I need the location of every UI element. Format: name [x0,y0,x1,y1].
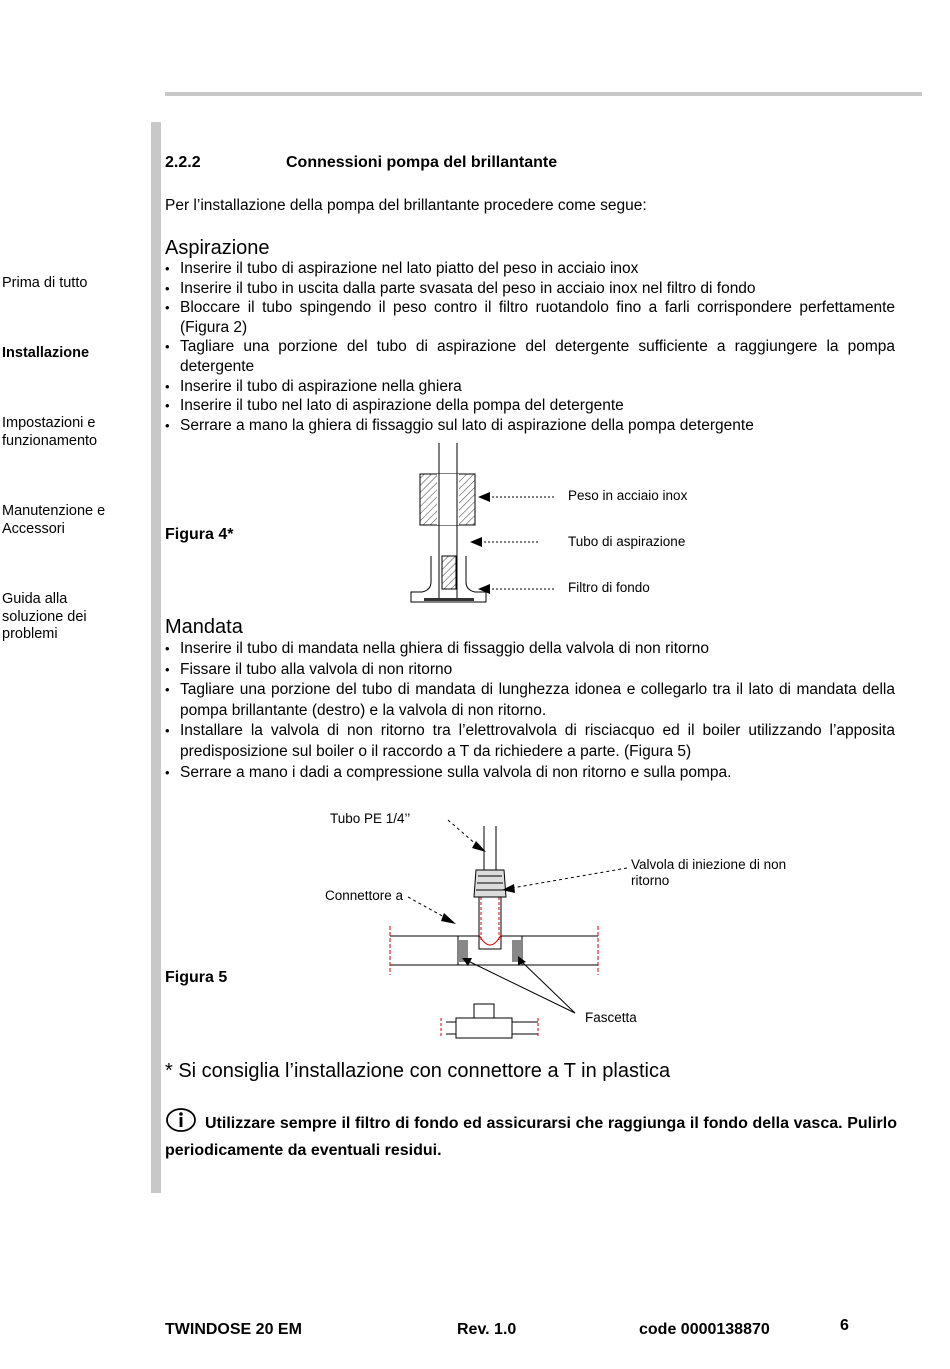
list-item: • Bloccare il tubo spingendo il peso contro il filtro ruotandolo fino a farli corrispondere perfettamente (Figura 2) [165,298,895,337]
list-item: • Serrare a mano i dadi a compressione sulla valvola di non ritorno e sulla pompa. [165,763,895,784]
callout-tubo: Tubo di aspirazione [568,534,686,549]
list-item: • Inserire il tubo di mandata nella ghiera di fissaggio della valvola di non ritorno [165,639,895,660]
warning-text: Utilizzare sempre il filtro di fondo ed assicurarsi che raggiunga il fondo della vasca. Pulirlo periodicamente da eventuali residui. [165,1115,897,1159]
info-icon [165,1108,197,1139]
section-title: Connessioni pompa del brillantante [286,154,558,171]
label-valvola-line: Valvola di iniezione di non [631,857,787,872]
list-item: • Inserire il tubo di aspirazione nella ghiera [165,377,895,397]
figure-4-label: Figura 4* [165,526,234,543]
label-valvola [631,857,786,889]
figure-5-label: Figura 5 [165,969,228,986]
list-item: • Inserire il tubo nel lato di aspirazione della pompa del detergente [165,396,895,416]
sidebar-item-label: Accessori [2,520,65,537]
page-number: 6 [840,1317,849,1334]
list-item: • Installare la valvola di non ritorno tra l’elettrovalvola di risciacquo ed il boiler utilizzando l’apposita predisposizione sul boiler o il raccordo a T da richiedere a parte. (Figura 5) [165,721,895,762]
list-item: • Serrare a mano la ghiera di fissaggio sul lato di aspirazione della pompa detergente [165,416,895,436]
installation-note: * Si consiglia l’installazione con connettore a T in plastica [165,1060,671,1082]
mandata-heading: Mandata [165,616,243,638]
list-item: • Tagliare una porzione del tubo di aspirazione del detergente sufficiente a raggiungere la pompa detergente [165,337,895,376]
footer-model: TWINDOSE 20 EM [165,1321,302,1338]
sidebar-item-label: Guida alla [2,591,68,607]
sidebar-item-label: funzionamento [2,432,98,449]
sidebar-item-label: Installazione [2,345,90,361]
label-tubo-pe: Tubo PE 1/4’’ [330,811,411,826]
callout-filtro: Filtro di fondo [568,580,650,595]
label-connettore: Connettore a [325,888,404,903]
label-valvola-line: ritorno [631,873,670,888]
list-item: • Inserire il tubo di aspirazione nel lato piatto del peso in acciaio inox [165,259,895,279]
list-item: • Inserire il tubo in uscita dalla parte svasata del peso in acciaio inox nel filtro di fondo [165,279,895,299]
aspirazione-heading: Aspirazione [165,237,270,259]
callout-peso: Peso in acciaio inox [568,488,688,503]
footer-code: code 0000138870 [639,1321,770,1338]
sidebar-item-label: problemi [2,626,58,642]
sidebar-item-label: soluzione dei [2,608,87,625]
list-item: • Tagliare una porzione del tubo di mandata di lunghezza idonea e collegarlo tra il lato di mandata della pompa brillantante (destro) e la valvola di non ritorno. [165,680,895,721]
section-number: 2.2.2 [165,154,201,171]
warning-box [165,1108,897,1162]
sidebar-item-label: Impostazioni e [2,415,96,431]
list-item: • Fissare il tubo alla valvola di non ritorno [165,660,895,681]
label-fascetta: Fascetta [585,1010,637,1025]
sidebar-item-label: Prima di tutto [2,275,88,291]
section-intro: Per l’installazione della pompa del brillantante procedere come segue: [165,197,647,214]
footer-revision: Rev. 1.0 [457,1321,517,1338]
sidebar-item-label: Manutenzione e [2,503,106,519]
